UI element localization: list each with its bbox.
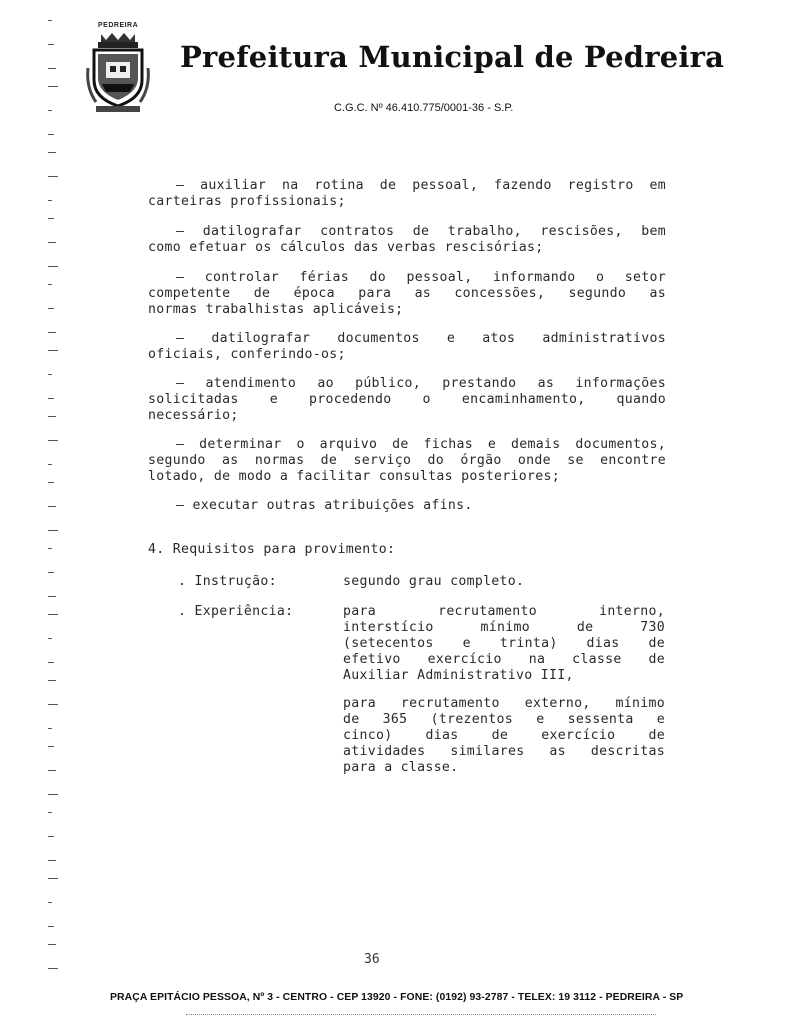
experience-line: efetivo exercício na classe de [343, 652, 665, 667]
margin-tick [48, 506, 56, 507]
margin-tick [48, 308, 54, 309]
margin-tick [48, 266, 58, 267]
margin-tick [48, 680, 56, 681]
duty-paragraph [148, 270, 666, 318]
margin-tick [48, 704, 58, 705]
experience-line: cinco) dias de exercício de [343, 728, 665, 743]
duty-line: solicitadas e procedendo o encaminhamento, quando [148, 392, 666, 407]
duty-paragraph [148, 224, 666, 256]
duty-line: – controlar férias do pessoal, informando o setor [176, 270, 666, 285]
duty-line: como efetuar os cálculos das verbas rescisórias; [148, 240, 544, 255]
experience-line: de 365 (trezentos e sessenta e [343, 712, 665, 727]
margin-tick [48, 176, 58, 177]
experience-line: (setecentos e trinta) dias de [343, 636, 665, 651]
margin-tick [48, 746, 54, 747]
cgc-number: C.G.C. Nº 46.410.775/0001-36 - S.P. [334, 102, 514, 114]
duty-line: competente de época para as concessões, segundo as [148, 286, 666, 301]
margin-tick [48, 770, 56, 771]
crest-caption: PEDREIRA [98, 22, 139, 29]
margin-tick [48, 614, 58, 615]
duty-line: normas trabalhistas aplicáveis; [148, 302, 404, 317]
duty-paragraph [148, 437, 666, 485]
margin-tick [48, 812, 52, 813]
margin-tick [48, 110, 52, 111]
margin-tick [48, 548, 52, 549]
margin-tick [48, 530, 58, 531]
margin-tick [48, 662, 54, 663]
page-title: Prefeitura Municipal de Pedreira [180, 40, 725, 74]
margin-tick [48, 134, 54, 135]
margin-tick [48, 68, 56, 69]
instruction-value: segundo grau completo. [343, 574, 525, 589]
instruction-label: . Instrução: [178, 574, 277, 589]
duty-line: – determinar o arquivo de fichas e demais documentos, [176, 437, 666, 452]
margin-tick [48, 218, 54, 219]
footer-rule [186, 1014, 656, 1015]
requirements-title: 4. Requisitos para provimento: [148, 542, 396, 557]
margin-tick [48, 284, 52, 285]
duty-line: lotado, de modo a facilitar consultas posteriores; [148, 469, 560, 484]
duty-line: segundo as normas de serviço do órgão onde se encontre [148, 453, 666, 468]
duty-line: – executar outras atribuições afins. [176, 498, 473, 513]
margin-tick [48, 350, 58, 351]
margin-tick [48, 416, 56, 417]
margin-tick [48, 596, 56, 597]
margin-tick [48, 440, 58, 441]
margin-tick [48, 836, 54, 837]
footer-address: PRAÇA EPITÁCIO PESSOA, Nº 3 - CENTRO - CEP 13920 - FONE: (0192) 93-2787 - TELEX: 19 3112 - PEDREIRA - SP [110, 992, 684, 1003]
municipal-crest-icon [86, 28, 150, 114]
duty-paragraph [148, 178, 666, 210]
margin-tick [48, 374, 52, 375]
margin-tick [48, 86, 58, 87]
margin-tick [48, 638, 52, 639]
duty-line: carteiras profissionais; [148, 194, 346, 209]
margin-tick [48, 20, 52, 21]
duty-paragraph [148, 498, 666, 514]
margin-tick [48, 794, 58, 795]
duty-line: – datilografar documentos e atos administrativos [176, 331, 666, 346]
duty-line: – datilografar contratos de trabalho, rescisões, bem [176, 224, 666, 239]
experience-label: . Experiência: [178, 604, 294, 619]
margin-tick [48, 968, 58, 969]
duty-line: oficiais, conferindo-os; [148, 347, 346, 362]
experience-line: atividades similares as descritas [343, 744, 665, 759]
margin-tick [48, 572, 54, 573]
margin-tick [48, 200, 52, 201]
experience-line: para recrutamento externo, mínimo [343, 696, 665, 711]
margin-tick [48, 926, 54, 927]
margin-tick [48, 728, 52, 729]
experience-line: para recrutamento interno, [343, 604, 665, 619]
left-margin-ticks [48, 20, 62, 1000]
experience-internal [343, 604, 665, 684]
margin-tick [48, 332, 56, 333]
margin-tick [48, 398, 54, 399]
experience-line: Auxiliar Administrativo III, [343, 668, 574, 683]
page-number: 36 [364, 952, 380, 967]
margin-tick [48, 482, 54, 483]
margin-tick [48, 944, 56, 945]
margin-tick [48, 902, 52, 903]
duty-line: necessário; [148, 408, 239, 423]
margin-tick [48, 152, 56, 153]
duty-paragraph [148, 331, 666, 363]
duty-line: – auxiliar na rotina de pessoal, fazendo registro em [176, 178, 666, 193]
margin-tick [48, 242, 56, 243]
experience-external [343, 696, 665, 776]
duty-line: – atendimento ao público, prestando as informações [176, 376, 666, 391]
margin-tick [48, 860, 56, 861]
experience-line: interstício mínimo de 730 [343, 620, 665, 635]
margin-tick [48, 44, 54, 45]
duty-paragraph [148, 376, 666, 424]
margin-tick [48, 878, 58, 879]
margin-tick [48, 464, 52, 465]
experience-line: para a classe. [343, 760, 459, 775]
